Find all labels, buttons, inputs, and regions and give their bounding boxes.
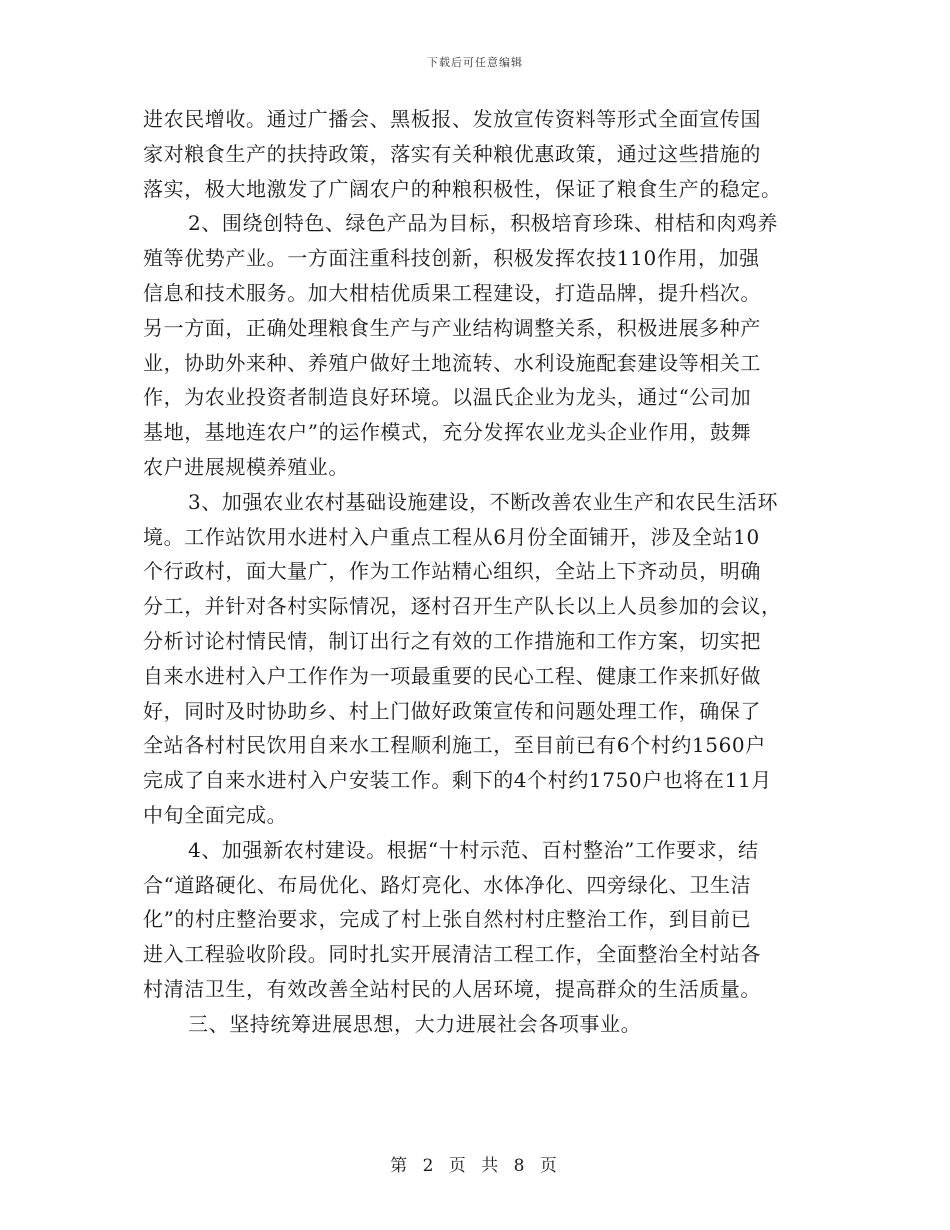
- text-line: 完成了自来水进村入户安装工作。剩下的4个村约1750户也将在11月: [143, 768, 772, 793]
- paragraph-start-line: 3、加强农业农村基础设施建设，不断改善农业生产和农民生活环: [188, 489, 779, 514]
- paragraph-start-line: 4、加强新农村建设。根据“十村示范、百村整治”工作要求，结: [188, 837, 759, 862]
- page-footer: 第 2 页 共 8 页: [390, 1156, 560, 1176]
- text-line: 境。工作站饮用水进村入户重点工程从6月份全面铺开，涉及全站10: [143, 524, 760, 549]
- text-line: 分析讨论村情民情，制订出行之有效的工作措施和工作方案，切实把: [143, 628, 761, 653]
- text-line: 合“道路硬化、布局优化、路灯亮化、水体净化、四旁绿化、卫生洁: [143, 872, 752, 897]
- text-line: 村清洁卫生，有效改善全站村民的人居环境，提高群众的生活质量。: [143, 976, 761, 1001]
- text-line: 个行政村，面大量广，作为工作站精心组织，全站上下齐动员，明确: [143, 559, 761, 584]
- text-line: 分工，并针对各村实际情况，逐村召开生产队长以上人员参加的会议，: [143, 594, 782, 619]
- text-line: 落实，极大地激发了广阔农户的种粮积极性，保证了粮食生产的稳定。: [143, 176, 782, 201]
- text-line: 基地，基地连农户”的运作模式，充分发挥农业龙头企业作用，鼓舞: [143, 420, 752, 445]
- text-line: 另一方面，正确处理粮食生产与产业结构调整关系，积极进展多种产: [143, 315, 761, 340]
- text-line: 农户进展规模养殖业。: [143, 454, 349, 479]
- text-line: 作，为农业投资者制造良好环境。以温氏企业为龙头，通过“公司加: [143, 385, 752, 410]
- paragraph-start-line: 2、围绕创特色、绿色产品为目标，积极培育珍珠、柑桔和肉鸡养: [188, 211, 779, 236]
- section-heading-line: 三、坚持统筹进展思想，大力进展社会各项事业。: [188, 1011, 642, 1036]
- text-line: 家对粮食生产的扶持政策，落实有关种粮优惠政策，通过这些措施的: [143, 141, 761, 166]
- document-body: [143, 102, 811, 1042]
- page-header: 下载后可任意编辑: [427, 56, 523, 69]
- text-line: 中旬全面完成。: [143, 802, 288, 827]
- text-line: 殖等优势产业。一方面注重科技创新，积极发挥农技110作用，加强: [143, 246, 760, 271]
- text-line: 进农民增收。通过广播会、黑板报、发放宣传资料等形式全面宣传国: [143, 107, 761, 131]
- text-line: 化”的村庄整治要求，完成了村上张自然村村庄整治工作，到目前已: [143, 907, 752, 932]
- text-line: 业，协助外来种、养殖户做好土地流转、水利设施配套建设等相关工: [143, 350, 761, 375]
- text-line: 信息和技术服务。加大柑桔优质果工程建设，打造品牌，提升档次。: [143, 280, 761, 305]
- text-line: 好，同时及时协助乡、村上门做好政策宣传和问题处理工作，确保了: [143, 698, 761, 723]
- text-line: 自来水进村入户工作作为一项最重要的民心工程、健康工作来抓好做: [143, 663, 761, 688]
- text-line: 进入工程验收阶段。同时扎实开展清洁工程工作，全面整治全村站各: [143, 942, 761, 967]
- text-line: 全站各村村民饮用自来水工程顺利施工，至目前已有6个村约1560户: [143, 733, 766, 758]
